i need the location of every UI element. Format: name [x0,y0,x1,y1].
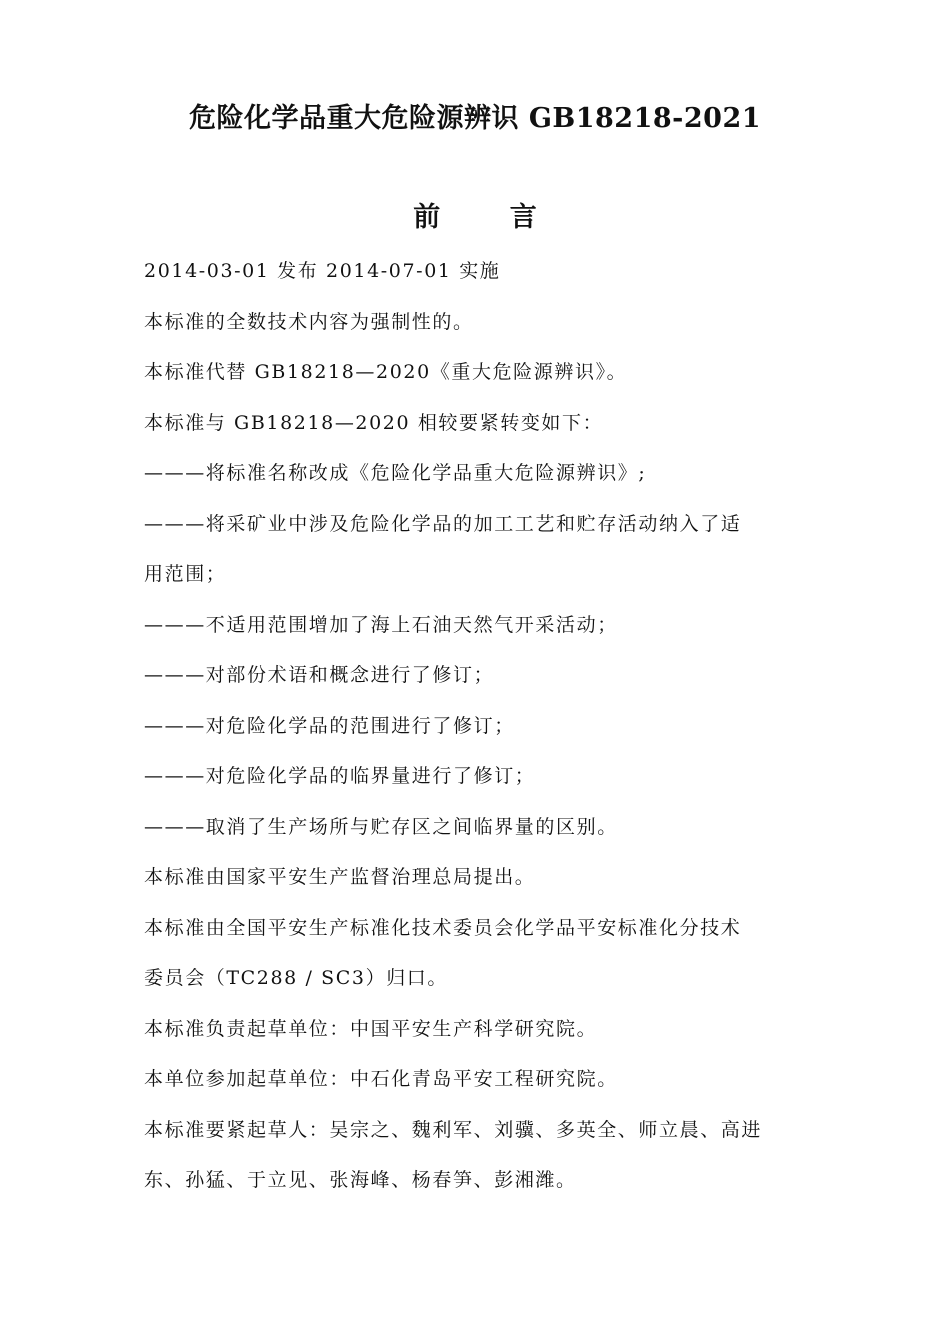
paragraph-changes-intro: 本标准与 GB18218—2020 相较要紧转变如下： [144,411,604,434]
change-item-chemical-range: ———对危险化学品的范围进行了修订； [144,714,515,737]
paragraph-drafting-unit: 本标准负责起草单位：中国平安生产科学研究院。 [144,1017,598,1040]
paragraph-committee-cont: 委员会（TC288 / SC3）归口。 [144,967,448,989]
document-title: 危险化学品重大危险源辨识 GB18218-2021 [188,103,762,134]
change-item-distinction: ———取消了生产场所与贮存区之间临界量的区别。 [144,815,618,838]
change-item-scope-cont: 用范围； [144,563,227,585]
paragraph-drafters: 本标准要紧起草人：吴宗之、魏利军、刘骥、多英全、师立晨、高进 [144,1118,763,1141]
paragraph-participating-unit: 本单位参加起草单位：中石化青岛平安工程研究院。 [144,1068,618,1090]
paragraph-replaces: 本标准代替 GB18218—2020《重大危险源辨识》。 [144,361,628,383]
change-item-scope: ———将采矿业中涉及危险化学品的加工工艺和贮存活动纳入了适 [144,512,742,535]
paragraph-mandatory: 本标准的全数技术内容为强制性的。 [144,310,474,333]
change-item-rename: ———将标准名称改成《危险化学品重大危险源辨识》; [144,462,647,484]
change-item-threshold: ———对危险化学品的临界量进行了修订； [144,765,536,787]
change-item-terms: ———对部份术语和概念进行了修订； [144,664,495,686]
section-heading: 前 言 [413,202,567,233]
paragraph-drafters-cont: 东、孙猛、于立见、张海峰、杨春笋、彭湘潍。 [144,1169,577,1191]
document-body [144,254,834,1214]
paragraph-proposer: 本标准由国家平安生产监督治理总局提出。 [144,866,536,888]
change-item-exclusion: ———不适用范围增加了海上石油天然气开采活动； [144,613,618,636]
paragraph-committee: 本标准由全国平安生产标准化技术委员会化学品平安标准化分技术 [144,916,742,939]
paragraph-dates: 2014-03-01 发布 2014-07-01 实施 [144,260,501,282]
